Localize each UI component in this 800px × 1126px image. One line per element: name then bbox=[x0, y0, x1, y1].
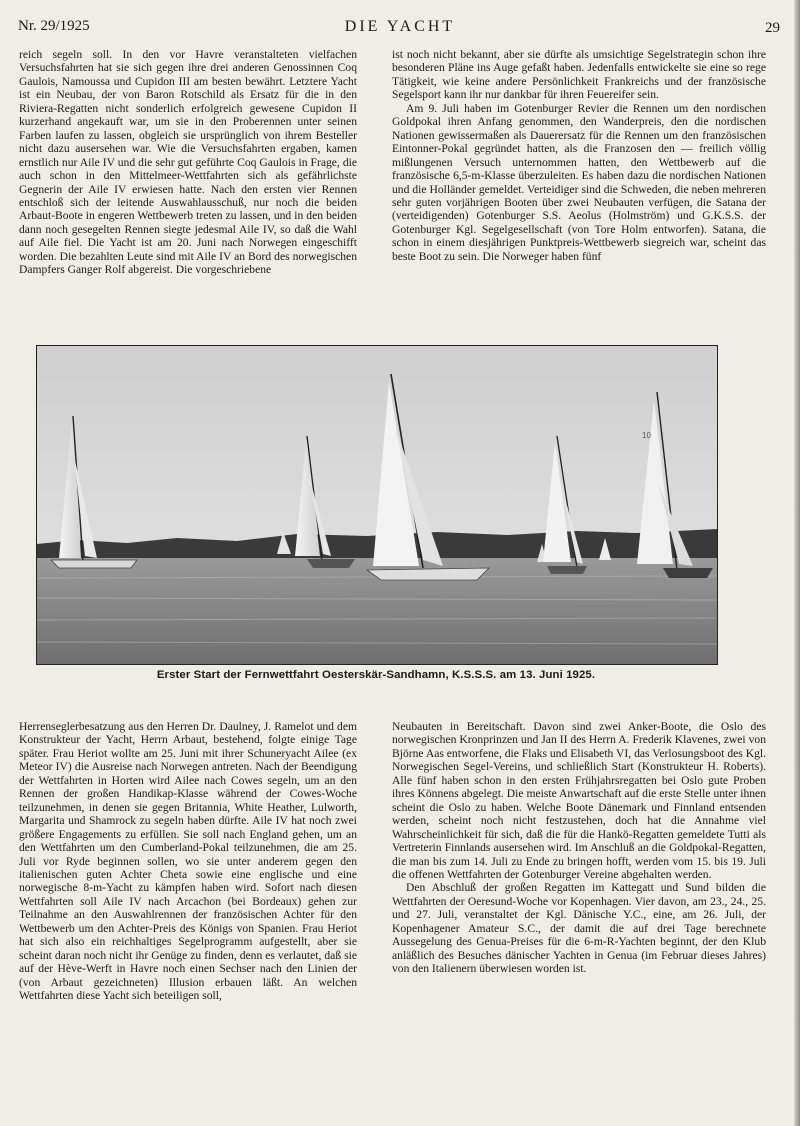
paragraph: Den Abschluß der großen Regatten im Kattegatt und Sund bilden die Wettfahrten der Oeresund-Woche vor Kopenhagen. Vier davon, am 23., 24., 25. und 27. Juli, veranstaltet der Kgl. Dänische Y.C., eine, am 26. Juli, der Kopenhagener Amateur S.C., der damit die auf drei Tage berechnete Aussegelung des Genua-Preises für die 6-m-R-Yachten beginnt, der den Klub anläßlich des Besuches dänischer Yachten in Genua (im Februar dieses Jahres) von den Italienern überwiesen worden ist. bbox=[392, 881, 766, 976]
paragraph: Herrenseglerbesatzung aus den Herren Dr. Daulney, J. Ramelot und dem Konstrukteur der Yacht, Herrn Arbaut, bestehend, folgte einige Tage später. Frau Heriot wollte am 25. Juni mit ihrer Schuneryacht Ailee (ex Meteor IV) die Ausreise nach Norwegen antreten. Nach der Beendigung der Wettfahrten in Horten wird Ailee nach Cowes segeln, um an den Rennen der großen Handikap-Klasse während der Cowes-Woche teilzunehmen, in denen sie gegen Britannia, White Heather, Lulworth, Margarita und Shamrock zu segeln haben dürfte. Aile IV hat noch zwei größere Engagements zu erfüllen. Sie soll nach England gehen, um an den Wettfahrten um den Cumberland-Pokal teilzunehmen, die am 25. Juli vor Ryde beginnen sollen, wo sie unter anderem gegen den italienischen guten Achter Cheta sowie eine englische und eine norwegische 8-m-Yacht zu kämpfen haben wird. Sofort nach diesen Wettfahrten soll Aile IV nach Arcachon (bei Bordeaux) gehen zur Teilnahme an den Auswahlrennen der französischen Achter für den Wettbewerb um den Achter-Preis des Königs von Spanien. Frau Heriot hat sich also ein reichhaltiges Segelprogramm aufgestellt, aber sie scheint daran noch nicht ihr Genüge zu finden, denn es verlautet, daß sie auf der Hève-Werft in Havre noch einen Sechser nach den Linien der (von Arbaut gezeichneten) Illusion erbauen läßt. An welchen Wettfahrten diese Yacht sich beteiligen soll, bbox=[19, 720, 357, 1003]
paragraph: ist noch nicht bekannt, aber sie dürfte als umsichtige Segelstrategin schon ihre besonderen Pläne ins Auge gefaßt haben. Jedenfalls entwickelte sie eine so rege Tätigkeit, wie keine andere Persönlichkeit Frankreichs und der französische Segelsport kann ihr nur dankbar für ihren Feuereifer sein. bbox=[392, 48, 766, 102]
article-column-top-right bbox=[392, 48, 766, 263]
paragraph: Am 9. Juli haben im Gotenburger Revier die Rennen um den nordischen Goldpokal ihren Anfang genommen, den Wanderpreis, den die nordischen Nationen gewissermaßen als Dauerersatz für die Rennen um den französischen Eintonner-Pokal gegründet hatten, als die Franzosen den — freilich völlig mißlungenen Versuch unternommen hatten, den Wettbewerb auf die französische 6,5-m-Klasse überzuleiten. Es haben dazu die nordischen Nationen und die Holländer gemeldet. Verteidiger sind die Schweden, die neben mehreren sehr guten vorjährigen Booten über zwei Neubauten verfügen, die Satana der (verteidigenden) Gotenburger S.S. Aeolus (Holmström) und G.K.S.S. der Gotenburger Kgl. Segelgesellschaft (von Tore Holm entworfen). Satana, die schon in einem diesjährigen Punktpreis-Wettbewerb siegreich war, scheint das beste Boot zu sein. Die Norweger haben fünf bbox=[392, 101, 766, 263]
paragraph: reich segeln soll. In den vor Havre veranstalteten vielfachen Versuchsfahrten hat sie sich gegen ihre drei anderen Genossinnen Coq Gaulois, Namoussa und Cupidon III am besten bewährt. Letztere Yacht ist ein Neubau, der von Baron Rotschild als Ersatz für die in den Riviera-Regatten nicht sonderlich erfolgreich gewesene Cupidon II kurzerhand angekauft war, um sie in den Proberennen unter seinen Farben laufen zu lassen, obgleich sie ursprünglich von ihrem Besteller nicht dazu ausersehen war. Wie die Versuchsfahrten ergaben, kamen ernstlich nur Aile IV und die sehr gut geführte Coq Gaulois in Frage, die auch schon in den Mittelmeer-Wettfahrten sich als gefährlichste Gegnerin der Aile IV erwiesen hatte. Nach den ersten vier Rennen entschloß sich der leitende Auswahlausschuß, nur noch die beiden Arbaut-Boote in engeren Wettbewerb treten zu lassen, und in den beiden dann noch gesegelten Rennen siegte jedesmal Aile IV, so daß die Wahl auf Aile fiel. Die Yacht ist am 20. Juni nach Norwegen eingeschifft worden. Die bezahlten Leute sind mit Aile IV an Bord des norwegischen Dampfers Ganger Rolf abgereist. Die vorgeschriebene bbox=[19, 48, 357, 277]
regatta-start-photo bbox=[36, 345, 718, 665]
article-column-bottom-right bbox=[392, 720, 766, 976]
issue-number: Nr. 29/1925 bbox=[18, 18, 90, 34]
photo-caption: Erster Start der Fernwettfahrt Oesterskär-Sandhamn, K.S.S.S. am 13. Juni 1925. bbox=[156, 669, 596, 681]
paragraph: Neubauten in Bereitschaft. Davon sind zwei Anker-Boote, die Oslo des norwegischen Kronprinzen und Jan II des Herrn A. Frederik Klavenes, zwei von Björne Aas entworfene, die Flaks und Elisabeth VI, das Verlosungsboot des Kgl. Norwegischen Segel-Vereins, und schließlich Start (Konstrukteur H. Roberts). Alle fünf haben schon in den ersten Frühjahrsregatten bei Oslo gute Proben ihres Könnens abgelegt. Die meiste Anwartschaft auf die erste Stelle unter ihnen scheint die Oslo zu haben. Welche Boote Dänemark und Finnland entsenden werden, scheint noch nicht festzustehen, doch hat die Annahme viel Wahrscheinlichkeit für sich, daß die für die Hankö-Regatten gemeldete Tutti als Vertreterin Finnlands ausersehen wird. Im Anschluß an die Goldpokal-Regatten, die man bis zum 14. Juli zu Ende zu bringen hofft, werden vom 15. bis 19. Juli die offenen Wettfahrten der Gotenburger Vereine abgehalten werden. bbox=[392, 720, 766, 881]
page-number: 29 bbox=[765, 20, 780, 36]
article-column-bottom-left bbox=[19, 720, 357, 1003]
page-edge-shadow bbox=[794, 0, 800, 1126]
sail-number: 10 bbox=[642, 431, 651, 440]
page-header bbox=[18, 18, 782, 40]
article-column-top-left bbox=[19, 48, 357, 277]
magazine-title: DIE YACHT bbox=[344, 18, 456, 35]
